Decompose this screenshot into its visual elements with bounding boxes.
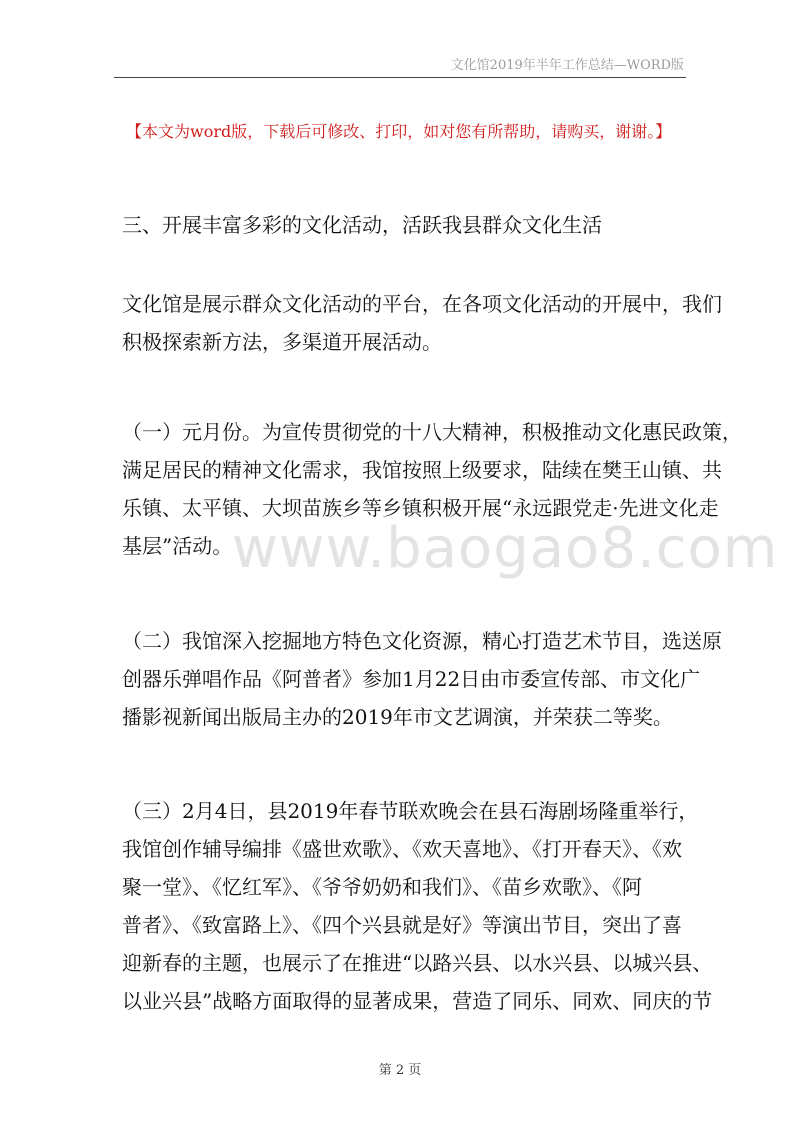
text-line: 乐镇、太平镇、大坝苗族乡等乡镇积极开展“永远跟党走·先进文化走 xyxy=(122,496,719,520)
text-line: （三）2月4日，县2019年春节联欢晚会在县石海剧场隆重举行， xyxy=(122,799,699,823)
page-number: 第 2 页 xyxy=(378,1063,422,1078)
text-line: （二）我馆深入挖掘地方特色文化资源，精心打造艺术节目，选送原 xyxy=(122,629,722,653)
watermark-text: www.baogao8.com xyxy=(232,516,779,581)
paragraph-item-3 xyxy=(122,792,713,1020)
section-heading xyxy=(122,206,690,244)
text-line: 三、开展丰富多彩的文化活动，活跃我县群众文化生活 xyxy=(122,213,602,237)
text-line: 基层”活动。 xyxy=(122,534,233,558)
text-line: 播影视新闻出版局主办的2019年市文艺调演，并荣获二等奖。 xyxy=(122,705,673,729)
running-header-title: 文化馆2019年半年工作总结—WORD版 xyxy=(450,58,684,73)
paragraph-intro xyxy=(122,285,722,361)
text-line: 满足居民的精神文化需求，我馆按照上级要求，陆续在樊王山镇、共 xyxy=(122,458,722,482)
purchase-notice: 【本文为word版，下载后可修改、打印，如对您有所帮助，请购买，谢谢。】 xyxy=(126,122,672,141)
text-line: 迎新春的主题，也展示了在推进“以路兴县、以水兴县、以城兴县、 xyxy=(122,951,713,975)
text-line: （一）元月份。为宣传贯彻党的十八大精神，积极推动文化惠民政策， xyxy=(122,420,742,444)
text-line: 积极探索新方法，多渠道开展活动。 xyxy=(122,330,442,354)
text-line: 普者》、《致富路上》、《四个兴县就是好》等演出节目，突出了喜 xyxy=(122,913,682,937)
paragraph-item-1 xyxy=(122,413,742,565)
paragraph-item-2 xyxy=(122,622,722,736)
text-line: 聚一堂》、《忆红军》、《爷爷奶奶和我们》、《苗乡欢歌》、《阿 xyxy=(122,875,642,899)
text-line: 文化馆是展示群众文化活动的平台，在各项文化活动的开展中，我们 xyxy=(122,292,722,316)
text-line: 创器乐弹唱作品《阿普者》参加1月22日由市委宣传部、市文化广 xyxy=(122,667,701,691)
header-divider xyxy=(114,77,686,78)
text-line: 以业兴县”战略方面取得的显著成果，营造了同乐、同欢、同庆的节 xyxy=(122,989,713,1013)
text-line: 我馆创作辅导编排《盛世欢歌》、《欢天喜地》、《打开春天》、《欢 xyxy=(122,837,682,861)
